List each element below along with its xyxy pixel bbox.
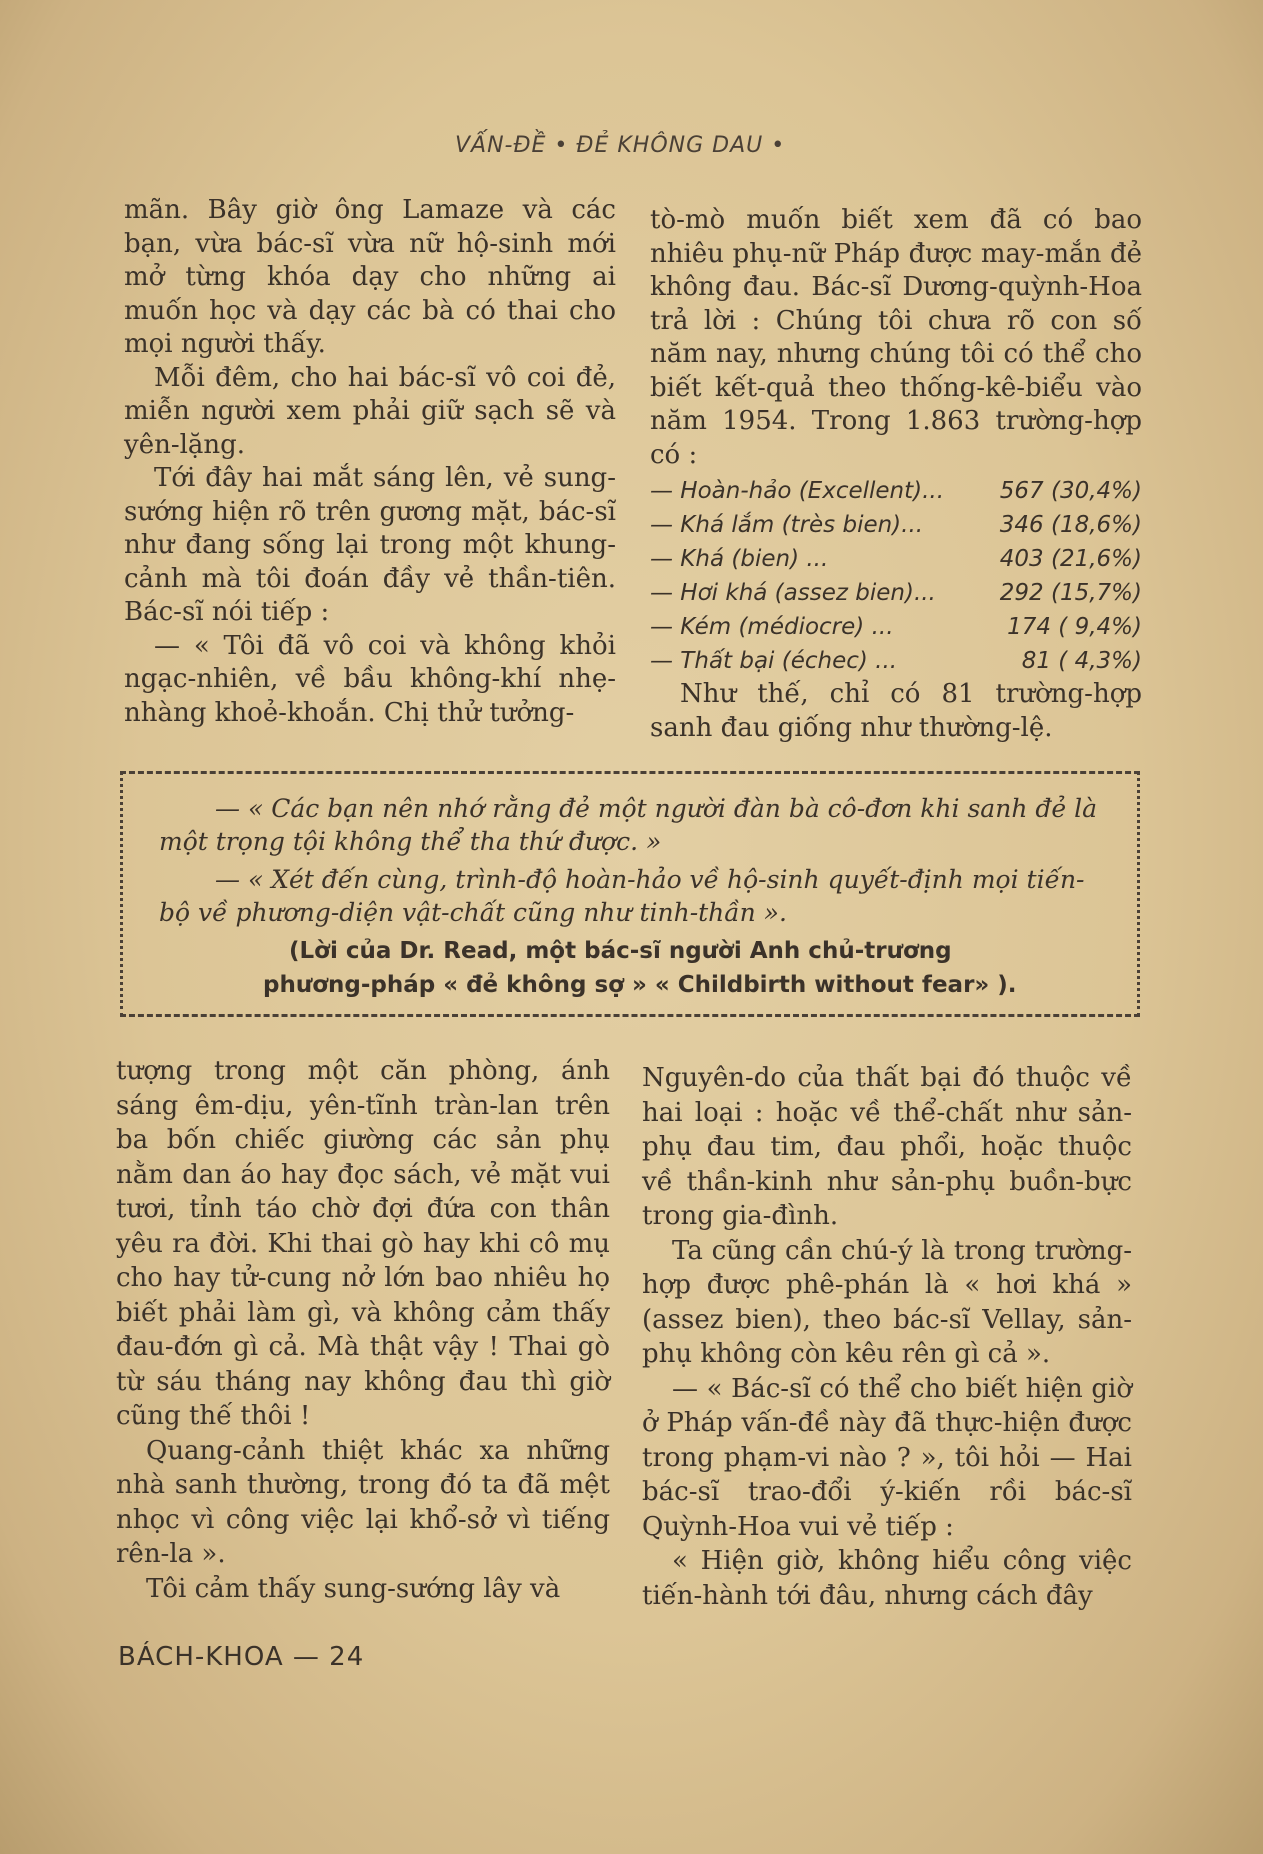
stat-row: [650, 644, 1142, 678]
stat-value: 81 ( 4,3%): [1021, 648, 1142, 674]
stat-row: [650, 542, 1142, 576]
stat-row: [650, 508, 1142, 542]
running-header: VẤN-ĐỀ • ĐẺ KHÔNG DAU •: [455, 133, 786, 158]
paragraph: « Hiện giờ, không hiểu công việc tiến-hành tới đâu, nhưng cách đây: [642, 1546, 1132, 1611]
paragraph: Quang-cảnh thiệt khác xa những nhà sanh thường, trong đó ta đã mệt nhọc vì công việc lại khổ-sở vì tiếng rên-la ».: [116, 1435, 610, 1569]
stat-value: 346 (18,6%): [999, 512, 1142, 538]
stat-label: — Khá lắm (très bien)...: [650, 512, 924, 538]
paragraph: Ta cũng cần chú-ý là trong trường-hợp được phê-phán là « hơi khá » (assez bien), theo bác-sĩ Vellay, sản-phụ không còn kêu rên gì cả ».: [642, 1235, 1132, 1369]
paragraph: mãn. Bây giờ ông Lamaze và các bạn, vừa bác-sĩ vừa nữ hộ-sinh mới mở từng khóa dạy cho những ai muốn học và dạy các bà có thai cho mọi người thấy.: [124, 195, 616, 359]
stat-value: 174 ( 9,4%): [1007, 614, 1142, 640]
quote-text: — « Xét đến cùng, trình-độ hoàn-hảo về hộ-sinh quyết-định mọi tiến-bộ về phương-diện vật-chất cũng như tinh-thần ».: [159, 865, 1085, 927]
statistics-list: [650, 474, 1142, 678]
column-bottom-left: [116, 1054, 610, 1606]
quote-attribution: [263, 934, 1107, 1002]
paragraph: Tôi cảm thấy sung-sướng lây và: [146, 1573, 561, 1604]
quote-text: — « Các bạn nên nhớ rằng đẻ một người đàn bà cô-đơn khi sanh đẻ là một trọng tội không thể tha thứ được. »: [159, 794, 1098, 856]
column-bottom-right: [642, 1061, 1132, 1613]
paragraph: tượng trong một căn phòng, ánh sáng êm-dịu, yên-tĩnh tràn-lan trên ba bốn chiếc giường các sản phụ nằm dan áo hay đọc sách, vẻ mặt vui tươi, tỉnh táo chờ đợi đứa con thân yêu ra đời. Khi thai gò hay khi cô mụ cho hay tử-cung nở lớn bao nhiêu họ biết phải làm gì, và không cảm thấy đau-đớn gì cả. Mà thật vậy ! Thai gò từ sáu tháng nay không đau thì giờ cũng thế thôi !: [116, 1056, 610, 1431]
stat-value: 567 (30,4%): [999, 478, 1142, 504]
paragraph: — « Bác-sĩ có thể cho biết hiện giờ ở Pháp vấn-đề này đã thực-hiện được trong phạm-vi nào ? », tôi hỏi — Hai bác-sĩ trao-đổi ý-kiến rồi bác-sĩ Quỳnh-Hoa vui vẻ tiếp :: [642, 1373, 1132, 1542]
stat-value: 292 (15,7%): [999, 580, 1142, 606]
stat-label: — Khá (bien) ...: [650, 546, 829, 572]
stat-row: [650, 474, 1142, 508]
paragraph: Tới đây hai mắt sáng lên, vẻ sung-sướng hiện rõ trên gương mặt, bác-sĩ như đang sống lại trong một khung-cảnh mà tôi đoán đầy vẻ thần-tiên. Bác-sĩ nói tiếp :: [124, 463, 616, 627]
stat-row: [650, 576, 1142, 610]
stat-label: — Hơi khá (assez bien)...: [650, 580, 936, 606]
page-footer: BÁCH-KHOA — 24: [118, 1642, 365, 1672]
stat-row: [650, 610, 1142, 644]
quote-box: [120, 771, 1140, 1017]
paragraph: Như thế, chỉ có 81 trường-hợp sanh đau giống như thường-lệ.: [650, 679, 1142, 743]
paragraph: Nguyên-do của thất bại đó thuộc về hai loại : hoặc về thể-chất như sản-phụ đau tim, đau phổi, hoặc thuộc về thần-kinh như sản-phụ buồn-bực trong gia-đình.: [642, 1063, 1132, 1231]
column-top-left: [124, 194, 616, 730]
stat-label: — Kém (médiocre) ...: [650, 614, 894, 640]
paragraph: Mỗi đêm, cho hai bác-sĩ vô coi đẻ, miễn người xem phải giữ sạch sẽ và yên-lặng.: [124, 362, 616, 460]
stat-label: — Thất bại (échec) ...: [650, 648, 898, 674]
stat-label: — Hoàn-hảo (Excellent)...: [650, 478, 945, 504]
paragraph: tò-mò muốn biết xem đã có bao nhiêu phụ-nữ Pháp được may-mắn đẻ không đau. Bác-sĩ Dương-quỳnh-Hoa trả lời : Chúng tôi chưa rõ con số năm nay, nhưng chúng tôi có thể cho biết kết-quả theo thống-kê-biểu vào năm 1954. Trong 1.863 trường-hợp có :: [650, 205, 1142, 470]
stat-value: 403 (21,6%): [999, 546, 1142, 572]
column-top-right: [650, 204, 1142, 745]
attribution-line: (Lời của Dr. Read, một bác-sĩ người Anh chủ-trương: [289, 938, 952, 964]
attribution-line: phương-pháp « đẻ không sợ » « Childbirth without fear» ).: [263, 972, 1017, 998]
paragraph: — « Tôi đã vô coi và không khỏi ngạc-nhiên, về bầu không-khí nhẹ-nhàng khoẻ-khoắn. Chị thử tưởng-: [124, 630, 616, 728]
